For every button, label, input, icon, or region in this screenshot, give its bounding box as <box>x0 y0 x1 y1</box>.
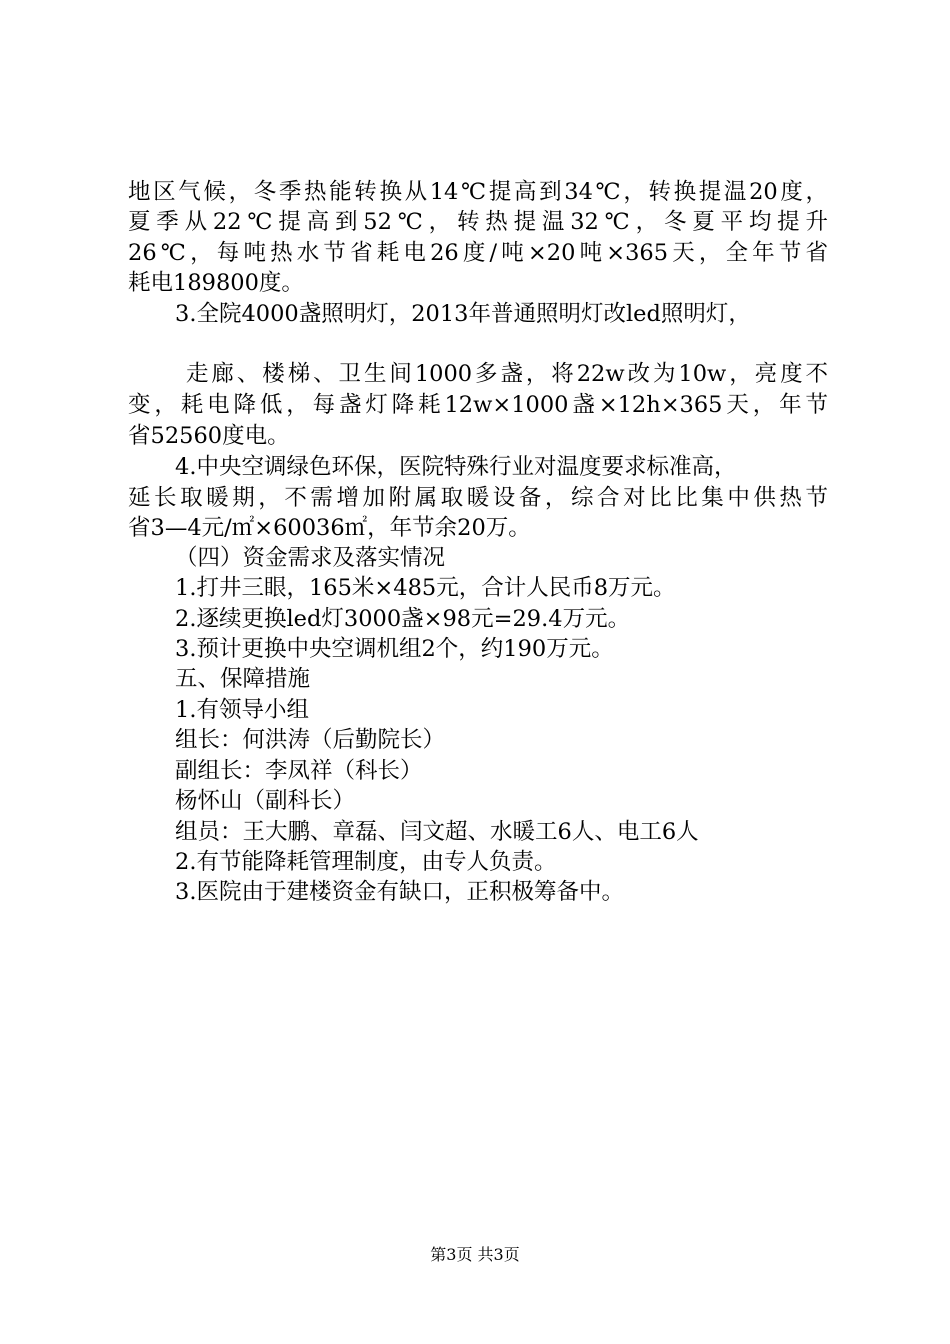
paragraph-line: 3.预计更换中央空调机组2个，约190万元。 <box>175 636 614 662</box>
paragraph-line: 地区气候，冬季热能转换从14℃提高到34℃，转换提温20度， <box>128 179 828 205</box>
paragraph-line: 夏季从22℃提高到52℃，转热提温32℃，冬夏平均提升 <box>128 209 828 235</box>
paragraph-line: 省3—4元/㎡×60036㎡，年节余20万。 <box>128 515 531 541</box>
paragraph-line: 省52560度电。 <box>128 423 290 449</box>
paragraph-line: 2.有节能降耗管理制度，由专人负责。 <box>175 849 557 875</box>
paragraph-line: 4.中央空调绿色环保，医院特殊行业对温度要求标准高， <box>175 454 737 480</box>
paragraph-line: 走廊、楼梯、卫生间1000多盏，将22w改为10w，亮度不 <box>186 361 828 387</box>
paragraph-line: 1.有领导小组 <box>175 697 309 723</box>
section-heading: 五、保障措施 <box>175 666 311 692</box>
paragraph-line: 变，耗电降低，每盏灯降耗12w×1000盏×12h×365天，年节 <box>128 392 828 418</box>
paragraph-line: 组长：何洪涛（后勤院长） <box>175 727 446 753</box>
paragraph-line: 3.全院4000盏照明灯，2013年普通照明灯改led照明灯， <box>175 301 751 327</box>
paragraph-line: 3.医院由于建楼资金有缺口，正积极筹备中。 <box>175 879 624 905</box>
paragraph-line: 组员：王大鹏、章磊、闫文超、水暖工6人、电工6人 <box>175 819 699 845</box>
section-heading: （四）资金需求及落实情况 <box>175 545 446 571</box>
paragraph-line: 延长取暖期，不需增加附属取暖设备，综合对比比集中供热节 <box>128 485 828 511</box>
paragraph-line: 1.打井三眼，165米×485元，合计人民币8万元。 <box>175 575 676 601</box>
paragraph-line: 耗电189800度。 <box>128 270 304 296</box>
paragraph-line: 26℃，每吨热水节省耗电26度/吨×20吨×365天，全年节省 <box>128 240 828 266</box>
paragraph-line: 杨怀山（副科长） <box>175 788 356 814</box>
paragraph-line: 副组长：李凤祥（科长） <box>175 758 423 784</box>
paragraph-line: 2.逐续更换led灯3000盏×98元=29.4万元。 <box>175 606 631 632</box>
page-number-footer: 第3页 共3页 <box>430 1245 520 1264</box>
